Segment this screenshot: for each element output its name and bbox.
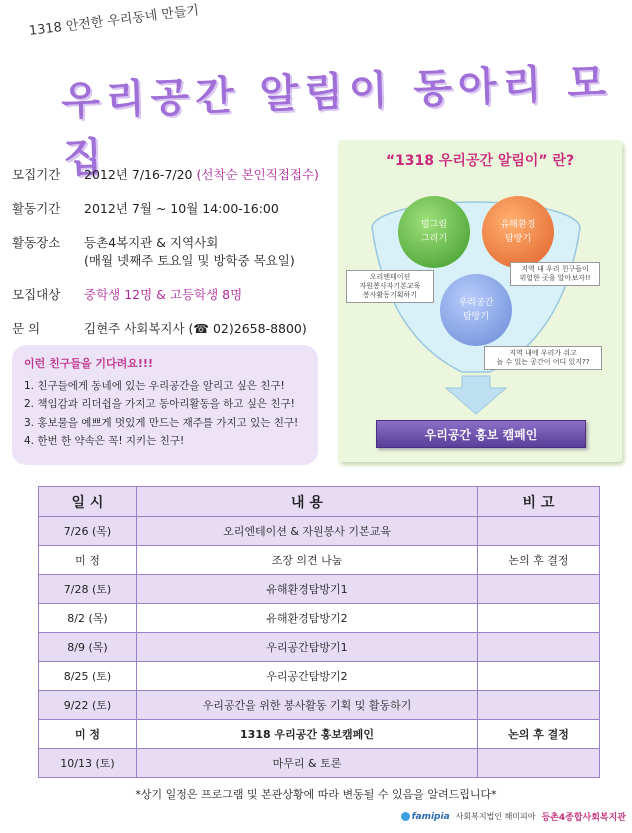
friends-title: 이런 친구들을 기다려요!!!: [24, 357, 153, 370]
list-item: 2. 책임감과 리더쉽을 가지고 동아리활동을 하고 싶은 친구!: [24, 398, 295, 411]
table-row: [39, 546, 600, 575]
info-value: 2012년 7월 ~ 10월 14:00-16:00: [84, 200, 279, 216]
cell-note: [478, 517, 600, 546]
table-row: [39, 517, 600, 546]
cell-note: [478, 633, 600, 662]
cell-note: [478, 604, 600, 633]
cell-content: 조장 의견 나눔: [137, 546, 478, 575]
cell-content: 유해환경탐방기1: [137, 575, 478, 604]
header-note: 비 고: [478, 487, 600, 517]
header-date: 일 시: [39, 487, 137, 517]
funnel-arrow: [446, 376, 506, 414]
cell-note: [478, 575, 600, 604]
info-section: [12, 166, 342, 354]
info-label: 모집기간: [12, 167, 61, 182]
table-row: [39, 720, 600, 749]
friends-list: [24, 377, 308, 451]
info-value: 중학생 12명 & 고등학생 8명: [84, 287, 243, 302]
table-row: [39, 691, 600, 720]
info-label: 모집대상: [12, 287, 61, 302]
subtitle: 1318 안전한 우리동네 만들기: [28, 3, 200, 39]
cell-content: 오리엔테이션 & 자원봉사 기본교육: [137, 517, 478, 546]
cell-date: 10/13 (토): [39, 749, 137, 778]
bubble-draw: 밀그림 그리기: [398, 196, 470, 268]
cell-note: [478, 691, 600, 720]
cell-content: 우리공간탐방기2: [137, 662, 478, 691]
list-item: 1. 친구들에게 동네에 있는 우리공간을 알리고 싶은 친구!: [24, 380, 285, 392]
cell-content: 마무리 & 토론: [137, 749, 478, 778]
cell-date: 7/26 (목): [39, 517, 137, 546]
cell-note: 논의 후 결정: [478, 546, 600, 575]
note-our-space: 지역 내에 우리가 쉬고 놀 수 있는 공간이 어디 있지??: [484, 346, 602, 370]
cell-content: 우리공간탐방기1: [137, 633, 478, 662]
info-contact: [12, 320, 342, 339]
cell-content: 유해환경탐방기2: [137, 604, 478, 633]
bubble-harmful-env: 유해환경 탐방기: [482, 196, 554, 268]
cell-date: 8/25 (토): [39, 662, 137, 691]
table-row: [39, 604, 600, 633]
list-item: 4. 한번 한 약속은 꼭! 지키는 친구!: [24, 435, 185, 448]
info-recruit-period: [12, 166, 342, 185]
info-value: 김현주 사회복지사 (☎ 02)2658-8800): [84, 320, 307, 336]
cell-date: 미 정: [39, 720, 137, 749]
famipia-logo: [401, 812, 450, 822]
table-row: [39, 633, 600, 662]
panel-title: “1318 우리공간 알림이” 란?: [385, 153, 575, 169]
cell-date: 8/2 (목): [39, 604, 137, 633]
cell-date: 9/22 (토): [39, 691, 137, 720]
info-note: (선착순 본인직접접수): [196, 167, 319, 182]
info-label: 문 의: [12, 320, 41, 336]
famipia-logo-text: famipia: [411, 811, 450, 822]
note-harmful-env: 지역 내 우리 친구들이 위험한 곳을 알아보자!!: [510, 262, 600, 286]
cell-note: 논의 후 결정: [478, 720, 600, 749]
bubble-our-space: 우리공간 탐방기: [440, 274, 512, 346]
info-activity-place: [12, 234, 342, 272]
info-activity-period: [12, 200, 342, 219]
info-value: 등촌4복지관 & 지역사회: [84, 234, 219, 250]
table-row: [39, 575, 600, 604]
cell-note: [478, 662, 600, 691]
org-name: 등촌4종합사회복지관: [541, 813, 626, 823]
cell-content: 1318 우리공간 홍보캠페인: [137, 720, 478, 749]
cell-date: 8/9 (목): [39, 633, 137, 662]
page-title: 우리공간 알림이 동아리 모집: [60, 59, 613, 182]
info-value: 2012년 7/16-7/20: [84, 167, 193, 182]
footnote: *상기 일정은 프로그램 및 본관상황에 따라 변동될 수 있음을 알려드립니다*: [135, 788, 497, 801]
friends-box: [12, 345, 318, 465]
famipia-logo-icon: [401, 812, 410, 821]
cell-content: 우리공간을 위한 봉사활동 기획 및 활동하기: [137, 691, 478, 720]
org-prefix: 사회복지법인 해미피아: [455, 812, 536, 821]
note-orientation: 오리엔테이션 자원봉사자기본교육 봉사활동기획하기: [346, 270, 434, 303]
table-header-row: [39, 487, 600, 517]
info-value-2: (매월 넷째주 토요일 및 방학중 목요일): [84, 253, 295, 269]
cell-note: [478, 749, 600, 778]
header-content: 내 용: [137, 487, 478, 517]
footer: [380, 810, 626, 823]
list-item: 3. 홍보물을 예쁘게 멋있게 만드는 재주를 가지고 있는 친구!: [24, 416, 299, 429]
table-row: [39, 662, 600, 691]
info-panel: [338, 140, 622, 462]
info-label: 활동기간: [12, 200, 61, 216]
cell-date: 7/28 (토): [39, 575, 137, 604]
campaign-banner: 우리공간 홍보 캠페인: [376, 420, 586, 448]
schedule-table: [38, 486, 600, 778]
info-target: [12, 286, 342, 305]
table-row: [39, 749, 600, 778]
cell-date: 미 정: [39, 546, 137, 575]
info-label: 활동장소: [12, 234, 61, 250]
